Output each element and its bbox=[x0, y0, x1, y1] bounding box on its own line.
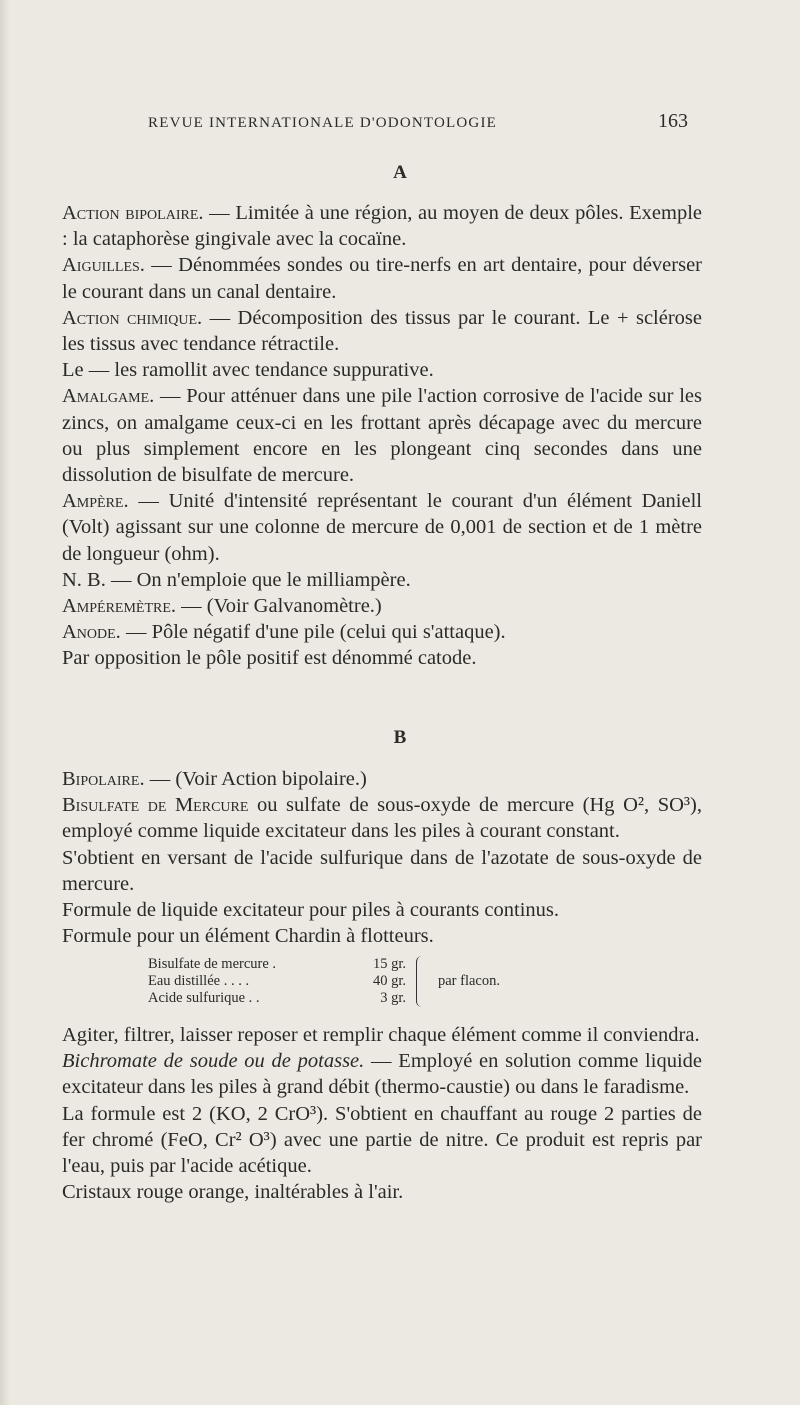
table-note: par flacon. bbox=[438, 973, 500, 989]
entry-term: Bichromate de soude ou de potasse. bbox=[62, 1050, 365, 1073]
section-letter-a: A bbox=[393, 162, 407, 183]
entry-amperemetre bbox=[62, 593, 702, 619]
entry-term: Amalgame. bbox=[62, 385, 155, 408]
table-row bbox=[148, 956, 588, 973]
entry-text: — Pour atténuer dans une pile l'action corrosive de l'acide sur les zincs, on amalgame ceux-ci en les frottant après décapage avec du mercure ou plus simplement encore en les plongeant cinq secondes dans une dissolution de bisulfate de mercure. bbox=[62, 385, 702, 487]
entry-term: Bipolaire. bbox=[62, 768, 145, 790]
page-number: 163 bbox=[658, 110, 688, 132]
entry-amalgame bbox=[62, 383, 702, 488]
entry-text: — (Voir Galvanomètre.) bbox=[176, 595, 382, 618]
ingredient-name: Bisulfate de mercure . bbox=[148, 956, 277, 972]
entry-text: — (Voir Action bipolaire.) bbox=[144, 768, 367, 790]
entry-text: — Décomposition des tissus par le courant. Le + sclérose les tissus avec tendance rétractile. bbox=[62, 306, 702, 356]
running-title: REVUE INTERNATIONALE D'ODONTOLOGIE bbox=[148, 115, 498, 131]
entry-text: Agiter, filtrer, laisser reposer et remplir chaque élément comme il conviendra. bbox=[62, 1024, 700, 1046]
entry-aiguilles bbox=[62, 252, 702, 304]
entry-action-bipolaire bbox=[62, 200, 702, 252]
entry-text: Le — les ramollit avec tendance suppurative. bbox=[62, 359, 434, 382]
formula-table bbox=[148, 956, 588, 1007]
entry-bipolaire bbox=[62, 766, 702, 792]
brace-icon bbox=[416, 956, 427, 1007]
entry-bichromate bbox=[62, 1048, 702, 1100]
entry-text: — Employé en solution comme liquide excitateur dans les piles à grand débit (thermo-caustie) ou dans le faradisme. bbox=[62, 1050, 702, 1099]
section-letter-b: B bbox=[393, 727, 407, 748]
entry-term: Action bipolaire. bbox=[62, 202, 204, 224]
page-spine-shadow bbox=[0, 0, 10, 1405]
entry-text: N. B. — On n'emploie que le milliampère. bbox=[62, 568, 411, 591]
ingredient-name: Acide sulfurique . . bbox=[148, 990, 260, 1006]
table-row bbox=[148, 990, 588, 1007]
entry-continuation bbox=[62, 923, 702, 949]
ingredient-qty: 15 gr. bbox=[372, 956, 406, 972]
entry-text: Par opposition le pôle positif est dénommé catode. bbox=[62, 647, 477, 670]
running-header bbox=[148, 110, 688, 133]
entry-term: Anode. bbox=[62, 621, 121, 644]
entry-text: ou sulfate de sous-oxyde de mercure (Hg O², SO³), employé comme liquide excitateur dans les piles à courant constant. bbox=[62, 794, 702, 843]
entry-text: — Pôle négatif d'une pile (celui qui s'attaque). bbox=[120, 621, 506, 644]
entry-text: — Dénommées sondes ou tire-nerfs en art dentaire, pour déverser le courant dans un canal dentaire. bbox=[62, 254, 702, 303]
section-a-body bbox=[62, 200, 702, 672]
section-b-body bbox=[62, 766, 702, 949]
entry-anode bbox=[62, 619, 702, 645]
entry-text: — Unité d'intensité représentant le courant d'un élément Daniell (Volt) agissant sur une colonne de mercure de 0,001 de section et de 1 mètre de longueur (ohm). bbox=[62, 490, 702, 565]
entry-continuation bbox=[62, 357, 702, 383]
entry-continuation bbox=[62, 645, 702, 671]
entry-note bbox=[62, 567, 702, 593]
entry-text: Cristaux rouge orange, inaltérables à l'air. bbox=[62, 1181, 404, 1204]
ingredient-name: Eau distillée . . . . bbox=[148, 973, 250, 989]
entry-ampere bbox=[62, 488, 702, 567]
section-b-body-continued bbox=[62, 1022, 702, 1205]
entry-text: La formule est 2 (KO, 2 CrO³). S'obtient en chauffant au rouge 2 parties de fer chromé (FeO, Cr² O³) avec une partie de nitre. Ce produit est repris par l'eau, puis par l'acide acétique. bbox=[62, 1102, 702, 1178]
entry-text: Formule de liquide excitateur pour piles à courants continus. bbox=[62, 899, 559, 922]
entry-continuation bbox=[62, 1022, 702, 1048]
entry-continuation bbox=[62, 1101, 702, 1180]
entry-term: Ampère. bbox=[62, 490, 129, 513]
ingredient-qty: 3 gr. bbox=[380, 990, 406, 1006]
table-row bbox=[148, 973, 588, 990]
entry-term: Aiguilles. bbox=[62, 254, 145, 277]
entry-continuation bbox=[62, 845, 702, 897]
entry-term: Ampéremètre. bbox=[62, 595, 177, 618]
entry-action-chimique bbox=[62, 305, 702, 357]
entry-text: — Limitée à une région, au moyen de deux pôles. Exemple : la cataphorèse gingivale avec la cocaïne. bbox=[62, 202, 703, 251]
entry-text: Formule pour un élément Chardin à flotteurs. bbox=[62, 925, 434, 948]
entry-continuation bbox=[62, 897, 702, 923]
entry-continuation bbox=[62, 1179, 702, 1205]
entry-bisulfate bbox=[62, 792, 702, 844]
ingredient-qty: 40 gr. bbox=[372, 973, 406, 989]
entry-text: S'obtient en versant de l'acide sulfurique dans de l'azotate de sous-oxyde de mercure. bbox=[62, 846, 702, 895]
entry-term: Bisulfate de Mercure bbox=[62, 794, 249, 817]
entry-term: Action chimique. bbox=[62, 306, 203, 329]
